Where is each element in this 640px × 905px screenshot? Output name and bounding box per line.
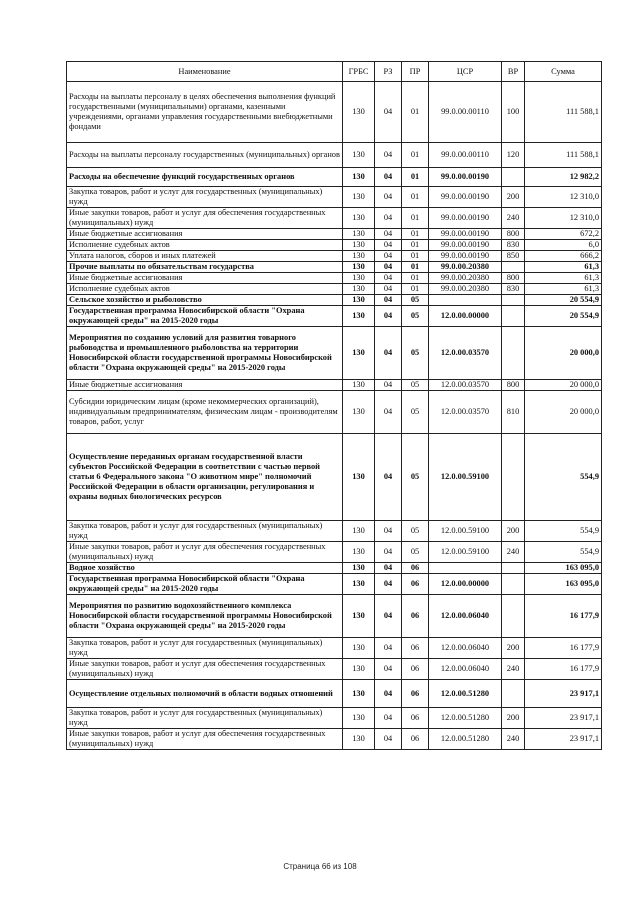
cell-grbs: 130 <box>343 295 375 306</box>
cell-sum: 61,3 <box>525 284 602 295</box>
cell-grbs: 130 <box>343 729 375 750</box>
cell-csr: 12.0.00.59100 <box>429 521 502 542</box>
cell-vr: 200 <box>502 187 525 208</box>
cell-vr: 100 <box>502 82 525 143</box>
cell-vr <box>502 327 525 380</box>
cell-rz: 04 <box>375 143 402 168</box>
cell-vr <box>502 306 525 327</box>
cell-grbs: 130 <box>343 327 375 380</box>
cell-vr <box>502 295 525 306</box>
cell-vr: 830 <box>502 240 525 251</box>
cell-name: Иные бюджетные ассигнования <box>67 229 343 240</box>
cell-pr: 01 <box>402 273 429 284</box>
cell-csr: 99.0.00.20380 <box>429 284 502 295</box>
cell-grbs: 130 <box>343 143 375 168</box>
cell-vr: 810 <box>502 391 525 434</box>
cell-pr: 01 <box>402 208 429 229</box>
cell-pr: 05 <box>402 434 429 521</box>
header-grbs: ГРБС <box>343 62 375 82</box>
cell-csr: 12.0.00.03570 <box>429 391 502 434</box>
cell-csr: 99.0.00.20380 <box>429 262 502 273</box>
cell-sum: 16 177,9 <box>525 595 602 638</box>
cell-sum: 20 000,0 <box>525 380 602 391</box>
cell-csr: 12.0.00.06040 <box>429 595 502 638</box>
cell-rz: 04 <box>375 168 402 187</box>
table-row <box>67 391 602 434</box>
cell-rz: 04 <box>375 708 402 729</box>
cell-name: Сельское хозяйство и рыболовство <box>67 295 343 306</box>
cell-rz: 04 <box>375 380 402 391</box>
cell-grbs: 130 <box>343 306 375 327</box>
cell-sum: 163 095,0 <box>525 563 602 574</box>
cell-vr: 200 <box>502 521 525 542</box>
budget-table <box>66 61 602 750</box>
cell-rz: 04 <box>375 521 402 542</box>
cell-csr: 99.0.00.00190 <box>429 240 502 251</box>
cell-sum: 6,0 <box>525 240 602 251</box>
table-row <box>67 595 602 638</box>
cell-rz: 04 <box>375 295 402 306</box>
cell-rz: 04 <box>375 82 402 143</box>
cell-csr: 12.0.00.59100 <box>429 542 502 563</box>
cell-name: Иные закупки товаров, работ и услуг для обеспечения государственных (муниципальных) нужд <box>67 208 343 229</box>
cell-sum: 12 310,0 <box>525 208 602 229</box>
cell-grbs: 130 <box>343 229 375 240</box>
cell-csr: 99.0.00.00190 <box>429 208 502 229</box>
table-row <box>67 229 602 240</box>
cell-csr <box>429 295 502 306</box>
cell-csr: 99.0.00.00190 <box>429 168 502 187</box>
table-row <box>67 659 602 680</box>
cell-grbs: 130 <box>343 380 375 391</box>
cell-grbs: 130 <box>343 187 375 208</box>
cell-rz: 04 <box>375 595 402 638</box>
cell-name: Государственная программа Новосибирской области "Охрана окружающей среды" на 2015-2020 годы <box>67 306 343 327</box>
table-row <box>67 284 602 295</box>
cell-rz: 04 <box>375 680 402 708</box>
cell-sum: 20 000,0 <box>525 327 602 380</box>
cell-sum: 61,3 <box>525 273 602 284</box>
cell-rz: 04 <box>375 240 402 251</box>
cell-name: Закупка товаров, работ и услуг для государственных (муниципальных) нужд <box>67 187 343 208</box>
cell-grbs: 130 <box>343 574 375 595</box>
cell-pr: 05 <box>402 542 429 563</box>
header-name: Наименование <box>67 62 343 82</box>
cell-pr: 05 <box>402 295 429 306</box>
cell-sum: 111 588,1 <box>525 143 602 168</box>
cell-vr: 240 <box>502 659 525 680</box>
cell-name: Мероприятия по созданию условий для развития товарного рыбоводства и промышленного рыболовства на территории Новосибирской области государственной программы Новосибирской области "Охрана окружающей среды" на 2015-2020 годы <box>67 327 343 380</box>
cell-csr: 99.0.00.00190 <box>429 251 502 262</box>
table-row <box>67 327 602 380</box>
table-row <box>67 638 602 659</box>
cell-vr: 240 <box>502 729 525 750</box>
cell-csr: 99.0.00.00190 <box>429 187 502 208</box>
table-row <box>67 262 602 273</box>
page-number: Страница 66 из 108 <box>283 862 357 871</box>
cell-vr: 800 <box>502 273 525 284</box>
cell-pr: 06 <box>402 729 429 750</box>
cell-pr: 01 <box>402 143 429 168</box>
cell-sum: 20 554,9 <box>525 306 602 327</box>
table-row <box>67 574 602 595</box>
cell-pr: 06 <box>402 595 429 638</box>
cell-vr: 200 <box>502 708 525 729</box>
cell-name: Закупка товаров, работ и услуг для государственных (муниципальных) нужд <box>67 521 343 542</box>
cell-grbs: 130 <box>343 659 375 680</box>
header-row <box>67 62 602 82</box>
cell-vr: 800 <box>502 380 525 391</box>
header-sum: Сумма <box>525 62 602 82</box>
cell-pr: 05 <box>402 327 429 380</box>
table-row <box>67 563 602 574</box>
cell-grbs: 130 <box>343 82 375 143</box>
cell-name: Исполнение судебных актов <box>67 284 343 295</box>
table-row <box>67 680 602 708</box>
table-row <box>67 708 602 729</box>
cell-vr <box>502 680 525 708</box>
cell-name: Прочие выплаты по обязательствам государства <box>67 262 343 273</box>
cell-vr: 240 <box>502 542 525 563</box>
cell-csr: 12.0.00.51280 <box>429 729 502 750</box>
cell-sum: 554,9 <box>525 521 602 542</box>
cell-sum: 12 310,0 <box>525 187 602 208</box>
cell-grbs: 130 <box>343 563 375 574</box>
cell-rz: 04 <box>375 638 402 659</box>
cell-name: Иные закупки товаров, работ и услуг для обеспечения государственных (муниципальных) нужд <box>67 729 343 750</box>
cell-vr: 200 <box>502 638 525 659</box>
cell-rz: 04 <box>375 273 402 284</box>
cell-pr: 06 <box>402 708 429 729</box>
cell-vr: 120 <box>502 143 525 168</box>
cell-rz: 04 <box>375 262 402 273</box>
cell-pr: 01 <box>402 262 429 273</box>
table-row <box>67 251 602 262</box>
cell-pr: 06 <box>402 638 429 659</box>
table-row <box>67 295 602 306</box>
cell-pr: 05 <box>402 306 429 327</box>
cell-vr <box>502 262 525 273</box>
cell-csr: 12.0.00.00000 <box>429 574 502 595</box>
cell-pr: 06 <box>402 680 429 708</box>
cell-sum: 16 177,9 <box>525 638 602 659</box>
table-row <box>67 521 602 542</box>
cell-name: Субсидии юридическим лицам (кроме некоммерческих организаций), индивидуальным предпринимателям, физическим лицам - производителям товаров, работ, услуг <box>67 391 343 434</box>
cell-vr <box>502 563 525 574</box>
table-row <box>67 434 602 521</box>
cell-csr: 12.0.00.51280 <box>429 680 502 708</box>
cell-grbs: 130 <box>343 168 375 187</box>
cell-name: Государственная программа Новосибирской области "Охрана окружающей среды" на 2015-2020 годы <box>67 574 343 595</box>
cell-name: Исполнение судебных актов <box>67 240 343 251</box>
cell-rz: 04 <box>375 729 402 750</box>
cell-pr: 01 <box>402 187 429 208</box>
cell-sum: 554,9 <box>525 542 602 563</box>
cell-csr: 99.0.00.00110 <box>429 82 502 143</box>
table-row <box>67 168 602 187</box>
cell-csr: 12.0.00.00000 <box>429 306 502 327</box>
cell-sum: 666,2 <box>525 251 602 262</box>
cell-csr: 12.0.00.51280 <box>429 708 502 729</box>
cell-grbs: 130 <box>343 273 375 284</box>
cell-pr: 05 <box>402 521 429 542</box>
cell-sum: 20 554,9 <box>525 295 602 306</box>
cell-grbs: 130 <box>343 680 375 708</box>
table-row <box>67 380 602 391</box>
cell-grbs: 130 <box>343 262 375 273</box>
cell-rz: 04 <box>375 574 402 595</box>
cell-name: Иные бюджетные ассигнования <box>67 380 343 391</box>
cell-csr: 12.0.00.06040 <box>429 638 502 659</box>
cell-grbs: 130 <box>343 595 375 638</box>
cell-name: Расходы на обеспечение функций государственных органов <box>67 168 343 187</box>
header-pr: ПР <box>402 62 429 82</box>
cell-pr: 01 <box>402 82 429 143</box>
cell-grbs: 130 <box>343 240 375 251</box>
table-row <box>67 729 602 750</box>
cell-rz: 04 <box>375 306 402 327</box>
cell-pr: 01 <box>402 284 429 295</box>
cell-grbs: 130 <box>343 708 375 729</box>
cell-name: Иные закупки товаров, работ и услуг для обеспечения государственных (муниципальных) нужд <box>67 659 343 680</box>
cell-name: Осуществление отдельных полномочий в области водных отношений <box>67 680 343 708</box>
cell-name: Водное хозяйство <box>67 563 343 574</box>
cell-name: Иные закупки товаров, работ и услуг для обеспечения государственных (муниципальных) нужд <box>67 542 343 563</box>
cell-name: Иные бюджетные ассигнования <box>67 273 343 284</box>
cell-sum: 16 177,9 <box>525 659 602 680</box>
table-body <box>67 82 602 750</box>
cell-csr: 12.0.00.59100 <box>429 434 502 521</box>
cell-csr <box>429 563 502 574</box>
cell-sum: 61,3 <box>525 262 602 273</box>
cell-vr <box>502 168 525 187</box>
cell-grbs: 130 <box>343 638 375 659</box>
cell-rz: 04 <box>375 187 402 208</box>
cell-rz: 04 <box>375 563 402 574</box>
cell-grbs: 130 <box>343 391 375 434</box>
cell-rz: 04 <box>375 208 402 229</box>
cell-name: Уплата налогов, сборов и иных платежей <box>67 251 343 262</box>
cell-csr: 99.0.00.20380 <box>429 273 502 284</box>
cell-vr <box>502 574 525 595</box>
table-row <box>67 208 602 229</box>
cell-rz: 04 <box>375 229 402 240</box>
cell-csr: 12.0.00.03570 <box>429 380 502 391</box>
header-rz: РЗ <box>375 62 402 82</box>
cell-name: Расходы на выплаты персоналу государственных (муниципальных) органов <box>67 143 343 168</box>
cell-vr: 240 <box>502 208 525 229</box>
cell-pr: 06 <box>402 563 429 574</box>
table-row <box>67 542 602 563</box>
header-vr: ВР <box>502 62 525 82</box>
cell-csr: 12.0.00.03570 <box>429 327 502 380</box>
table-row <box>67 187 602 208</box>
cell-pr: 06 <box>402 574 429 595</box>
cell-pr: 06 <box>402 659 429 680</box>
cell-vr: 850 <box>502 251 525 262</box>
cell-sum: 12 982,2 <box>525 168 602 187</box>
cell-rz: 04 <box>375 284 402 295</box>
cell-sum: 23 917,1 <box>525 680 602 708</box>
table-row <box>67 240 602 251</box>
cell-rz: 04 <box>375 327 402 380</box>
header-csr: ЦСР <box>429 62 502 82</box>
cell-sum: 20 000,0 <box>525 391 602 434</box>
cell-name: Расходы на выплаты персоналу в целях обеспечения выполнения функций государственными (муниципальными) органами, казенными учреждениями, органами управления государственными внебюджетными фондами <box>67 82 343 143</box>
cell-name: Закупка товаров, работ и услуг для государственных (муниципальных) нужд <box>67 638 343 659</box>
cell-sum: 23 917,1 <box>525 729 602 750</box>
cell-rz: 04 <box>375 434 402 521</box>
cell-grbs: 130 <box>343 284 375 295</box>
cell-csr: 99.0.00.00190 <box>429 229 502 240</box>
cell-sum: 111 588,1 <box>525 82 602 143</box>
cell-rz: 04 <box>375 542 402 563</box>
cell-rz: 04 <box>375 391 402 434</box>
cell-vr: 800 <box>502 229 525 240</box>
cell-grbs: 130 <box>343 521 375 542</box>
cell-pr: 05 <box>402 380 429 391</box>
cell-pr: 01 <box>402 168 429 187</box>
cell-vr <box>502 595 525 638</box>
cell-sum: 672,2 <box>525 229 602 240</box>
table-row <box>67 82 602 143</box>
cell-name: Закупка товаров, работ и услуг для государственных (муниципальных) нужд <box>67 708 343 729</box>
cell-vr: 830 <box>502 284 525 295</box>
table-row <box>67 273 602 284</box>
cell-rz: 04 <box>375 659 402 680</box>
cell-grbs: 130 <box>343 434 375 521</box>
cell-name: Осуществление переданных органам государственной власти субъектов Российской Федерации в соответствии с частью первой статьи 6 Федерального закона "О животном мире" полномочий Российской Федерации в области организации, регулирования и охраны водных биологических ресурсов <box>67 434 343 521</box>
cell-grbs: 130 <box>343 542 375 563</box>
cell-pr: 01 <box>402 229 429 240</box>
cell-pr: 05 <box>402 391 429 434</box>
cell-name: Мероприятия по развитию водохозяйственного комплекса Новосибирской области государственной программы Новосибирской области "Охрана окружающей среды" на 2015-2020 годы <box>67 595 343 638</box>
table-row <box>67 143 602 168</box>
table-row <box>67 306 602 327</box>
cell-csr: 12.0.00.06040 <box>429 659 502 680</box>
cell-grbs: 130 <box>343 208 375 229</box>
cell-pr: 01 <box>402 251 429 262</box>
cell-rz: 04 <box>375 251 402 262</box>
cell-sum: 23 917,1 <box>525 708 602 729</box>
cell-vr <box>502 434 525 521</box>
cell-sum: 554,9 <box>525 434 602 521</box>
cell-csr: 99.0.00.00110 <box>429 143 502 168</box>
cell-pr: 01 <box>402 240 429 251</box>
cell-grbs: 130 <box>343 251 375 262</box>
cell-sum: 163 095,0 <box>525 574 602 595</box>
